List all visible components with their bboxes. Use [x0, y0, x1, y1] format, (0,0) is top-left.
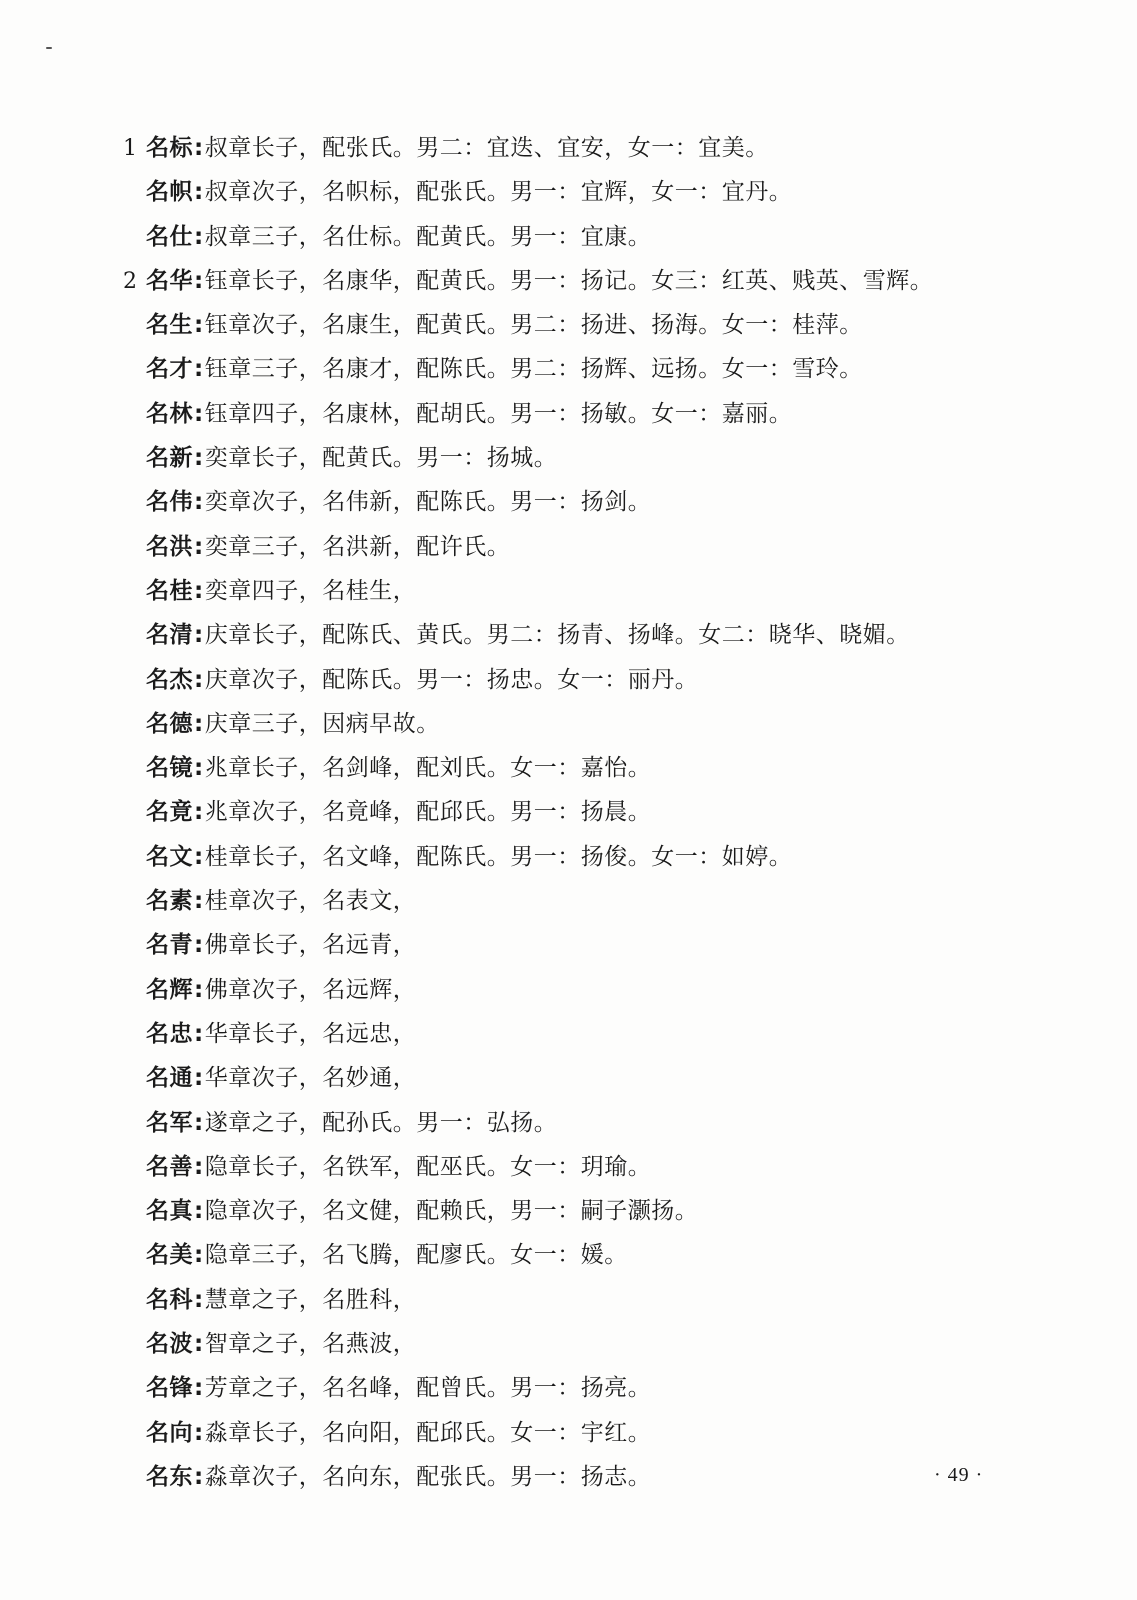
entry-description: 叔章次子，名帜标，配张氏。男一：宜辉，女一：宜丹。	[204, 179, 793, 206]
entry-name: 名杰	[146, 666, 193, 693]
entry-name: 名德	[146, 710, 193, 737]
entry-description: 叔章长子，配张氏。男二：宜迭、宜安，女一：宜美。	[204, 135, 769, 161]
entry-name: 名伟	[146, 489, 193, 516]
genealogy-entry	[123, 569, 1103, 613]
entry-description: 桂章长子，名文峰，配陈氏。男一：扬俊。女一：如婷。	[204, 843, 793, 870]
entry-name: 名美	[146, 1242, 193, 1269]
entry-description: 奕章次子，名伟新，配陈氏。男一：扬剑。	[204, 489, 652, 516]
genealogy-entry	[123, 879, 1103, 923]
page-number: · 49 ·	[934, 1464, 984, 1486]
genealogy-entry	[123, 1322, 1103, 1366]
name-separator: :	[194, 267, 204, 294]
entry-description: 淼章长子，名向阳，配邱氏。女一：宇红。	[204, 1419, 652, 1446]
entry-name: 名真	[146, 1198, 193, 1225]
entry-name: 名仕	[146, 223, 193, 250]
name-separator: :	[194, 1419, 204, 1446]
section-number: 2	[123, 268, 138, 294]
entry-description: 庆章长子，配陈氏、黄氏。男二：扬青、扬峰。女二：晓华、晓媚。	[204, 622, 910, 649]
entry-name: 名清	[146, 622, 193, 649]
genealogy-entry	[123, 126, 1103, 170]
entry-name: 名帜	[146, 179, 193, 206]
entry-name: 名生	[146, 312, 193, 339]
genealogy-entry	[123, 303, 1103, 347]
entry-description: 隐章次子，名文健，配赖氏，男一：嗣子灏扬。	[204, 1198, 699, 1225]
entry-description: 奕章长子，配黄氏。男一：扬城。	[204, 445, 558, 472]
name-separator: :	[194, 710, 204, 737]
entry-name: 名锋	[146, 1375, 193, 1402]
name-separator: :	[194, 1198, 204, 1225]
name-separator: :	[194, 1065, 204, 1092]
name-separator: :	[194, 223, 204, 250]
genealogy-entry	[123, 1233, 1103, 1277]
name-separator: :	[194, 1331, 204, 1358]
entry-description: 慧章之子，名胜科，	[204, 1286, 417, 1313]
entry-description: 佛章长子，名远青，	[204, 932, 417, 959]
entry-name: 名才	[146, 356, 193, 383]
entry-name: 名洪	[146, 533, 193, 560]
genealogy-entry	[123, 835, 1103, 879]
name-separator: :	[194, 1375, 204, 1402]
name-separator: :	[194, 799, 204, 826]
entry-description: 奕章三子，名洪新，配许氏。	[204, 533, 511, 560]
entry-name: 名镜	[146, 755, 193, 782]
entry-description: 奕章四子，名桂生，	[204, 577, 417, 604]
entry-name: 名林	[146, 400, 193, 427]
name-separator: :	[194, 1242, 204, 1269]
name-separator: :	[194, 135, 204, 161]
entry-description: 钰章四子，名康林，配胡氏。男一：扬敏。女一：嘉丽。	[204, 400, 793, 427]
name-separator: :	[194, 1286, 204, 1313]
entry-name: 名东	[146, 1463, 193, 1490]
entry-name: 名通	[146, 1065, 193, 1092]
entry-description: 叔章三子，名仕标。配黄氏。男一：宜康。	[204, 223, 652, 250]
name-separator: :	[194, 1020, 204, 1047]
scan-speck	[46, 47, 52, 49]
name-separator: :	[194, 1109, 204, 1136]
genealogy-entry	[123, 392, 1103, 436]
genealogy-entry	[123, 480, 1103, 524]
entry-name: 名忠	[146, 1020, 193, 1047]
entry-name: 名善	[146, 1153, 193, 1180]
entry-description: 淼章次子，名向东，配张氏。男一：扬志。	[204, 1463, 652, 1490]
entry-description: 桂章次子，名表文，	[204, 888, 417, 915]
entry-description: 佛章次子，名远辉，	[204, 976, 417, 1003]
entry-name: 名标	[146, 135, 193, 161]
genealogy-entry	[123, 790, 1103, 834]
entry-name: 名素	[146, 888, 193, 915]
name-separator: :	[194, 577, 204, 604]
name-separator: :	[194, 622, 204, 649]
entry-description: 钰章次子，名康生，配黄氏。男二：扬进、扬海。女一：桂萍。	[204, 312, 863, 339]
entry-description: 智章之子，名燕波，	[204, 1331, 417, 1358]
entry-name: 名华	[146, 267, 193, 294]
entry-name: 名科	[146, 1286, 193, 1313]
entry-description: 钰章三子，名康才，配陈氏。男二：扬辉、远扬。女一：雪玲。	[204, 356, 863, 383]
genealogy-entry	[123, 1012, 1103, 1056]
entry-name: 名青	[146, 932, 193, 959]
name-separator: :	[194, 1463, 204, 1490]
genealogy-entry	[123, 436, 1103, 480]
genealogy-entry-list	[123, 126, 1103, 1499]
name-separator: :	[194, 179, 204, 206]
entry-description: 庆章三子，因病早故。	[204, 710, 440, 737]
entry-name: 名新	[146, 445, 193, 472]
entry-description: 华章长子，名远忠，	[204, 1020, 417, 1047]
genealogy-entry	[123, 215, 1103, 259]
entry-description: 隐章长子，名铁军，配巫氏。女一：玥瑜。	[204, 1153, 652, 1180]
genealogy-entry	[123, 1189, 1103, 1233]
name-separator: :	[194, 888, 204, 915]
name-separator: :	[194, 1153, 204, 1180]
genealogy-entry	[123, 702, 1103, 746]
name-separator: :	[194, 400, 204, 427]
genealogy-entry	[123, 347, 1103, 391]
entry-name: 名文	[146, 843, 193, 870]
entry-description: 华章次子，名妙通，	[204, 1065, 417, 1092]
entry-description: 兆章长子，名剑峰，配刘氏。女一：嘉怡。	[204, 755, 652, 782]
entry-description: 兆章次子，名竟峰，配邱氏。男一：扬晨。	[204, 799, 652, 826]
name-separator: :	[194, 533, 204, 560]
genealogy-entry	[123, 170, 1103, 214]
entry-description: 芳章之子，名名峰，配曾氏。男一：扬亮。	[204, 1375, 652, 1402]
entry-name: 名军	[146, 1109, 193, 1136]
genealogy-entry	[123, 525, 1103, 569]
genealogy-entry	[123, 658, 1103, 702]
entry-name: 名辉	[146, 976, 193, 1003]
genealogy-entry	[123, 968, 1103, 1012]
genealogy-entry	[123, 259, 1103, 303]
genealogy-entry	[123, 1056, 1103, 1100]
name-separator: :	[194, 666, 204, 693]
name-separator: :	[194, 976, 204, 1003]
entry-description: 庆章次子，配陈氏。男一：扬忠。女一：丽丹。	[204, 666, 699, 693]
entry-name: 名桂	[146, 577, 193, 604]
name-separator: :	[194, 445, 204, 472]
genealogy-entry	[123, 1366, 1103, 1410]
entry-description: 隐章三子，名飞腾，配廖氏。女一：媛。	[204, 1242, 628, 1269]
name-separator: :	[194, 932, 204, 959]
name-separator: :	[194, 755, 204, 782]
genealogy-entry	[123, 746, 1103, 790]
entry-description: 遂章之子，配孙氏。男一：弘扬。	[204, 1109, 558, 1136]
genealogy-entry	[123, 923, 1103, 967]
entry-name: 名竟	[146, 799, 193, 826]
section-number: 1	[123, 136, 138, 161]
entry-description: 钰章长子，名康华，配黄氏。男一：扬记。女三：红英、贱英、雪辉。	[204, 267, 934, 294]
genealogy-entry	[123, 1145, 1103, 1189]
genealogy-entry	[123, 1278, 1103, 1322]
entry-name: 名向	[146, 1419, 193, 1446]
name-separator: :	[194, 312, 204, 339]
name-separator: :	[194, 356, 204, 383]
genealogy-entry	[123, 1101, 1103, 1145]
genealogy-entry	[123, 1411, 1103, 1455]
name-separator: :	[194, 489, 204, 516]
entry-name: 名波	[146, 1331, 193, 1358]
genealogy-entry	[123, 613, 1103, 657]
name-separator: :	[194, 843, 204, 870]
